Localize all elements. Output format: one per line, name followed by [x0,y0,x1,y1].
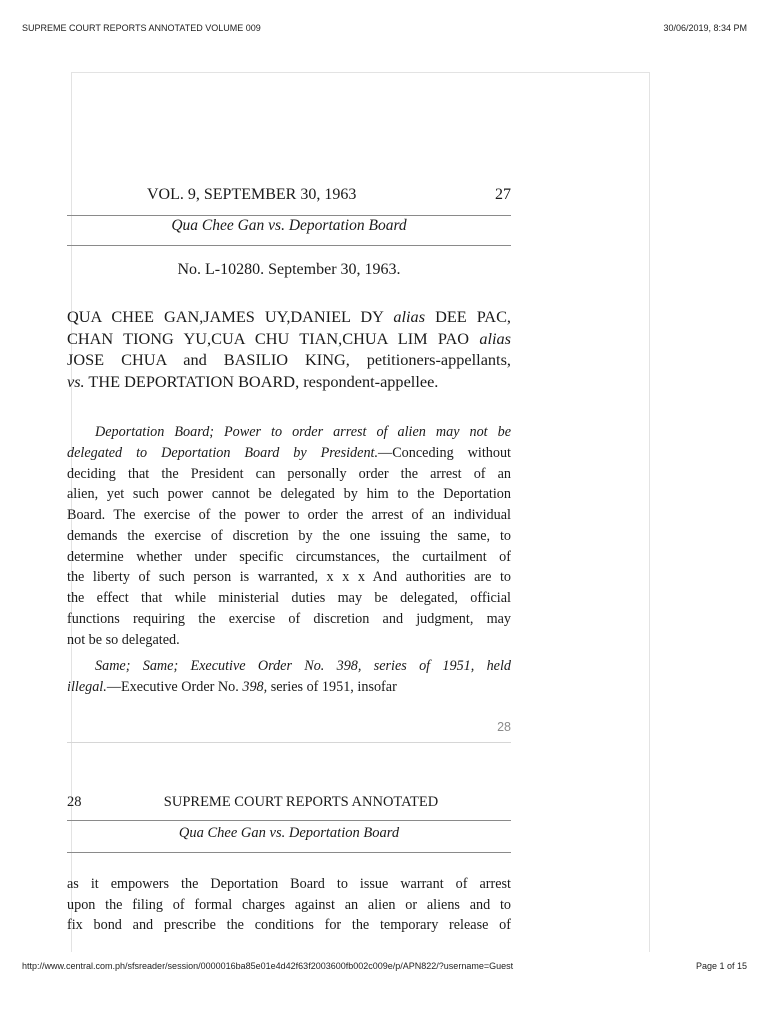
syllabus-line: alien, yet such power cannot be delegated by him to the Deportation [67,486,511,503]
page2-number: 28 [67,794,82,810]
case-parties [67,306,511,392]
syllabus-paragraph-2 [67,656,511,698]
page2-header-rule-bottom [67,852,511,853]
syllabus-line: demands the exercise of discretion by the one issuing the same, to [67,527,511,544]
next-page-marker: 28 [497,720,511,734]
header-rule-bottom [67,245,511,246]
print-footer-page: Page 1 of 15 [695,961,747,971]
page-break-rule [67,742,511,743]
syllabus-line: Deportation Board; Power to order arrest of alien may not be [95,424,511,440]
print-header [0,23,768,33]
volume-line: VOL. 9, SEPTEMBER 30, 1963 [147,186,357,203]
parties-line: vs. THE DEPORTATION BOARD, respondent-appellee. [67,371,439,391]
print-header-title: SUPREME COURT REPORTS ANNOTATED VOLUME 009 [22,23,261,33]
syllabus-line: determine whether under specific circumstances, the curtailment of [67,548,511,565]
parties-line: JOSE CHUA and BASILIO KING, petitioners-appellants, [67,350,511,369]
body-line: fix bond and prescribe the conditions for the temporary release of [67,917,511,933]
page2-body [67,874,511,936]
case-number: No. L-10280. September 30, 1963. [177,261,401,278]
parties-line: CHAN TIONG YU,CUA CHU TIAN,CHUA LIM PAO alias [67,328,511,348]
syllabus-line: the effect that while ministerial duties may be delegated, official [67,590,511,606]
syllabus-line: deciding that the President can personally order the arrest of an [67,465,511,482]
syllabus-line: the liberty of such person is warranted, x x x And authorities are to [67,569,511,586]
header-rule [67,215,511,216]
print-footer-url: http://www.central.com.ph/sfsreader/session/0000016ba85e01e4d42f63f2003600fb002c009e/p/APN822/?username=Guest [22,961,514,971]
journal-title: SUPREME COURT REPORTS ANNOTATED [163,794,439,810]
syllabus-line: delegated to Deportation Board by President.—Conceding without [67,444,511,461]
parties-line: QUA CHEE GAN,JAMES UY,DANIEL DY alias DEE PAC, [67,307,511,326]
page2-running-title: Qua Chee Gan vs. Deportation Board [178,825,400,841]
syllabus-line: illegal.—Executive Order No. 398, series of 1951, insofar [67,678,397,695]
print-footer [0,961,768,971]
running-title: Qua Chee Gan vs. Deportation Board [171,217,407,234]
syllabus-line: not be so delegated. [67,631,180,648]
print-header-datetime: 30/06/2019, 8:34 PM [663,23,747,33]
page2-header-rule [67,820,511,821]
body-line: as it empowers the Deportation Board to issue warrant of arrest [67,876,511,892]
syllabus-line: functions requiring the exercise of discretion and judgment, may [67,610,511,627]
syllabus-line: Board. The exercise of the power to order the arrest of an individual [67,507,511,523]
page-number: 27 [495,186,511,203]
syllabus-line: Same; Same; Executive Order No. 398, series of 1951, held [95,658,511,674]
syllabus-paragraph-1 [67,422,511,650]
body-line: upon the filing of formal charges against an alien or aliens and to [67,896,511,913]
